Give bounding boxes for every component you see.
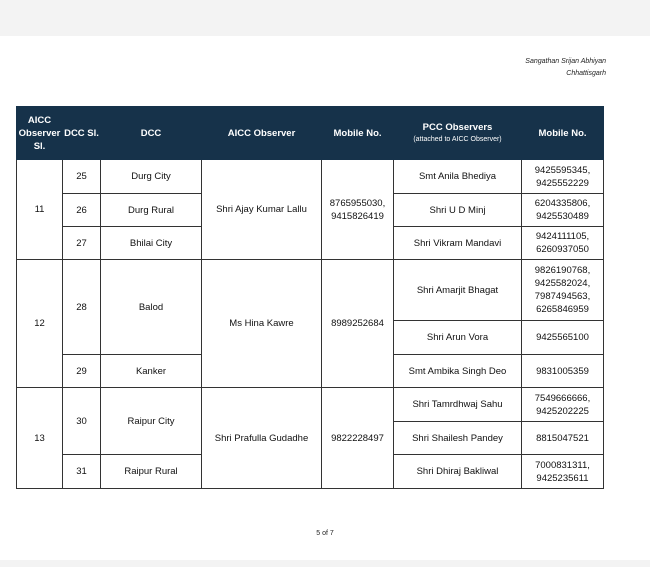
- dcc-cell: Durg Rural: [101, 194, 202, 227]
- aicc-observer-cell: Shri Ajay Kumar Lallu: [202, 160, 322, 260]
- document-page: [0, 36, 650, 560]
- observers-table: [16, 106, 604, 489]
- page-number: 5 of 7: [316, 530, 334, 537]
- dcc-sl-cell: 30: [63, 388, 101, 455]
- dcc-cell: Bhilai City: [101, 227, 202, 260]
- org-line-1: Sangathan Srijan Abhiyan: [525, 58, 606, 65]
- dcc-sl-cell: 27: [63, 227, 101, 260]
- aicc-sl-cell: 12: [17, 260, 63, 388]
- dcc-cell: Raipur Rural: [101, 455, 202, 489]
- pcc-mobile-cell: 7000831311, 9425235611: [522, 455, 604, 489]
- col-aicc-observer: AICC Observer: [202, 107, 322, 160]
- col-mobile: Mobile No.: [322, 107, 394, 160]
- dcc-sl-cell: 31: [63, 455, 101, 489]
- pcc-mobile-cell: 9425565100: [522, 321, 604, 355]
- col-dcc: DCC: [101, 107, 202, 160]
- dcc-sl-cell: 25: [63, 160, 101, 194]
- pcc-observer-cell: Smt Anila Bhediya: [394, 160, 522, 194]
- aicc-observer-cell: Ms Hina Kawre: [202, 260, 322, 388]
- pcc-mobile-cell: 9425595345, 9425552229: [522, 160, 604, 194]
- mobile-cell: 8765955030, 9415826419: [322, 160, 394, 260]
- pcc-observer-cell: Smt Ambika Singh Deo: [394, 355, 522, 388]
- org-line-2: Chhattisgarh: [566, 70, 606, 77]
- pcc-observer-cell: Shri Tamrdhwaj Sahu: [394, 388, 522, 422]
- col-aicc-sl: AICC Observer Sl.: [17, 107, 63, 160]
- dcc-sl-cell: 28: [63, 260, 101, 355]
- mobile-cell: 9822228497: [322, 388, 394, 489]
- organization-header: [525, 56, 606, 80]
- dcc-cell: Raipur City: [101, 388, 202, 455]
- col-pcc-observers: [394, 107, 522, 160]
- mobile-cell: 8989252684: [322, 260, 394, 388]
- pcc-mobile-cell: 9424111105, 6260937050: [522, 227, 604, 260]
- pcc-observer-cell: Shri U D Minj: [394, 194, 522, 227]
- table-row: [17, 260, 604, 321]
- pcc-observer-cell: Shri Vikram Mandavi: [394, 227, 522, 260]
- pcc-mobile-cell: 9826190768, 9425582024, 7987494563, 6265846959: [522, 260, 604, 321]
- pcc-mobile-cell: 7549666666, 9425202225: [522, 388, 604, 422]
- pcc-observer-cell: Shri Arun Vora: [394, 321, 522, 355]
- dcc-cell: Durg City: [101, 160, 202, 194]
- col-pcc-subtitle: (attached to AICC Observer): [413, 136, 502, 143]
- dcc-cell: Balod: [101, 260, 202, 355]
- table-header-row: [17, 107, 604, 160]
- table-row: [17, 388, 604, 422]
- dcc-sl-cell: 26: [63, 194, 101, 227]
- table-row: [17, 160, 604, 194]
- pcc-mobile-cell: 8815047521: [522, 422, 604, 455]
- pcc-observer-cell: Shri Amarjit Bhagat: [394, 260, 522, 321]
- pcc-observer-cell: Shri Shailesh Pandey: [394, 422, 522, 455]
- col-pcc-title: PCC Observers: [422, 122, 493, 133]
- pcc-observer-cell: Shri Dhiraj Bakliwal: [394, 455, 522, 489]
- aicc-sl-cell: 13: [17, 388, 63, 489]
- pcc-mobile-cell: 9831005359: [522, 355, 604, 388]
- dcc-cell: Kanker: [101, 355, 202, 388]
- pcc-mobile-cell: 6204335806, 9425530489: [522, 194, 604, 227]
- col-mobile-2: Mobile No.: [522, 107, 604, 160]
- aicc-sl-cell: 11: [17, 160, 63, 260]
- dcc-sl-cell: 29: [63, 355, 101, 388]
- col-dcc-sl: DCC Sl.: [63, 107, 101, 160]
- aicc-observer-cell: Shri Prafulla Gudadhe: [202, 388, 322, 489]
